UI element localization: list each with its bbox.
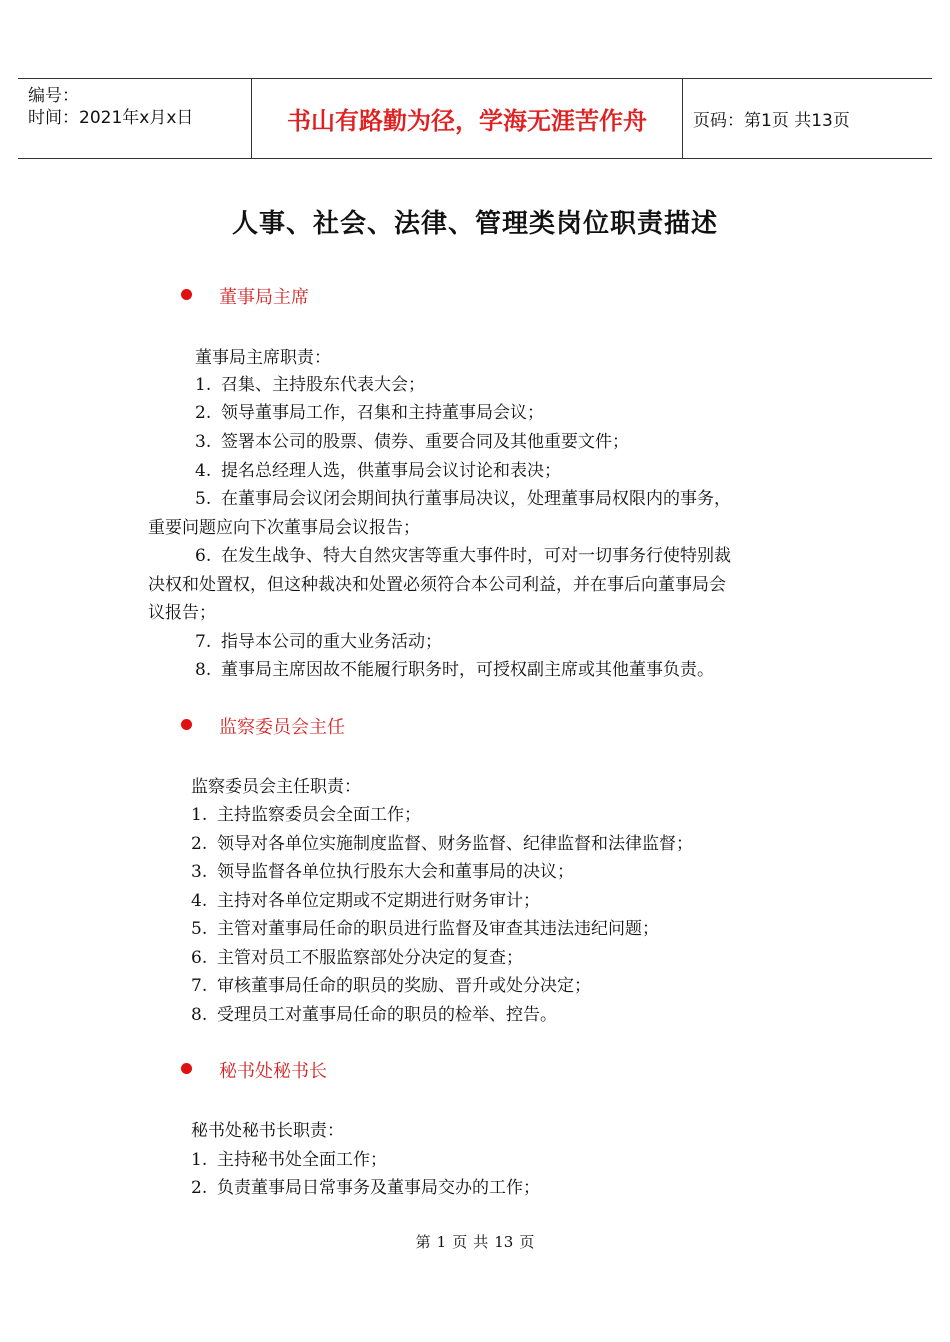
item-text: 领导对各单位实施制度监督、财务监督、纪律监督和法律监督； [217,834,693,854]
list-item [191,1145,387,1170]
item-text: 主持对各单位定期或不定期进行财务审计； [217,891,540,911]
footer-total-pages: 13 [494,1233,514,1251]
item-number: 4. [195,461,212,481]
header-motto: 书山有路勤为径，学海无涯苦作舟 [251,79,683,158]
item-text: 在董事局会议闭会期间执行董事局决议，处理董事局权限内的事务， [221,489,731,509]
list-item [191,886,540,911]
bullet-icon [181,719,192,730]
footer-page-number: 1 [436,1233,447,1251]
footer-text: 第 [415,1233,431,1251]
item-number: 7. [191,976,208,996]
item-number: 1. [191,1150,208,1170]
list-item [191,971,591,996]
item-text: 主持监察委员会全面工作； [217,805,421,825]
item-number: 1. [195,375,212,395]
item-number: 4. [191,891,208,911]
list-item [195,456,561,481]
list-item [195,541,731,566]
list-item [195,370,425,395]
item-number: 5. [195,489,212,509]
item-number: 1. [191,805,208,825]
list-item [191,1173,540,1198]
item-text: 提名总经理人选，供董事局会议讨论和表决； [221,461,561,481]
item-text: 审核董事局任命的职员的奖励、晋升或处分决定； [217,976,591,996]
item-text: 指导本公司的重大业务活动； [221,632,442,652]
item-text: 主持秘书处全面工作； [217,1150,387,1170]
item-number: 7. [195,632,212,652]
item-number: 2. [191,1178,208,1198]
item-number: 5. [191,919,208,939]
document-title: 人事、社会、法律、管理类岗位职责描述 [231,209,718,239]
bullet-icon [181,289,192,300]
section-heading: 董事局主席 [219,287,309,308]
bullet-icon [181,1063,192,1074]
list-item [195,398,544,423]
item-number: 3. [191,862,208,882]
item-number: 6. [195,546,212,566]
item-number: 6. [191,948,208,968]
footer-text: 共 [473,1233,489,1251]
item-number: 2. [195,403,212,423]
item-number: 8. [195,660,212,680]
list-item-continuation: 议报告； [148,603,216,623]
list-item [195,427,629,452]
list-item [195,655,714,680]
page-header [18,78,932,159]
item-text: 在发生战争、特大自然灾害等重大事件时，可对一切事务行使特别裁 [221,546,731,566]
section-intro: 董事局主席职责： [195,348,331,368]
item-text: 负责董事局日常事务及董事局交办的工作； [217,1178,540,1198]
item-text: 董事局主席因故不能履行职务时，可授权副主席或其他董事负责。 [221,660,714,680]
item-text: 主管对员工不服监察部处分决定的复查； [217,948,523,968]
list-item [191,1000,557,1025]
header-meta [18,79,251,158]
item-number: 8. [191,1005,208,1025]
header-page-info: 页码：第1页 共13页 [693,111,850,131]
section-intro: 秘书处秘书长职责： [191,1121,344,1141]
doc-number-label: 编号： [28,86,79,106]
list-item [191,857,574,882]
item-text: 受理员工对董事局任命的职员的检举、控告。 [217,1005,557,1025]
section-intro: 监察委员会主任职责： [191,777,361,797]
list-item [191,800,421,825]
item-text: 召集、主持股东代表大会； [221,375,425,395]
doc-time-label: 时间：2021年x月x日 [28,108,194,128]
item-text: 领导董事局工作，召集和主持董事局会议； [221,403,544,423]
list-item [195,627,442,652]
list-item [195,484,731,509]
list-item [191,829,693,854]
item-text: 主管对董事局任命的职员进行监督及审查其违法违纪问题； [217,919,659,939]
footer-text: 页 [519,1233,535,1251]
section-heading: 监察委员会主任 [219,717,345,738]
item-number: 2. [191,834,208,854]
footer-text: 页 [452,1233,468,1251]
list-item [191,943,523,968]
section-heading: 秘书处秘书长 [219,1061,327,1082]
page-footer [0,1231,950,1252]
item-text: 签署本公司的股票、债券、重要合同及其他重要文件； [221,432,629,452]
item-text: 领导监督各单位执行股东大会和董事局的决议； [217,862,574,882]
list-item-continuation: 重要问题应向下次董事局会议报告； [148,518,420,538]
item-number: 3. [195,432,212,452]
list-item [191,914,659,939]
list-item-continuation: 决权和处置权，但这种裁决和处置必须符合本公司利益，并在事后向董事局会 [148,575,726,595]
